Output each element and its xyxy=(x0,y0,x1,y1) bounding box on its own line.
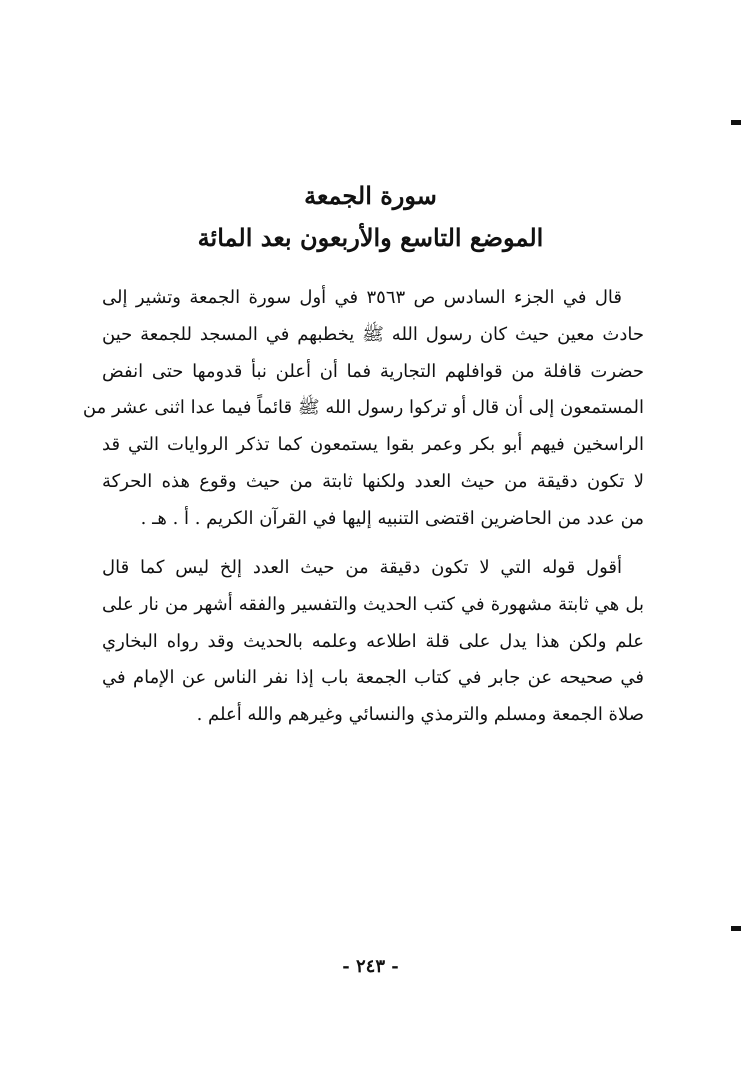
paragraph-line: المستمعون إلى أن قال أو تركوا رسول الله ﷺ قائماً فيما عدا اثنى عشر من xyxy=(82,397,644,419)
scan-edge-mark xyxy=(731,926,741,931)
surah-title: سورة الجمعة xyxy=(304,181,437,210)
paragraph-line: لا تكون دقيقة من حيث العدد ولكنها ثابتة من حيث وقوع هذه الحركة xyxy=(102,470,644,492)
paragraph-line: من عدد من الحاضرين اقتضى التنبيه إليها في القرآن الكريم . أ . هـ . xyxy=(140,507,644,529)
scan-edge-mark xyxy=(731,120,741,125)
paragraph-line: قال في الجزء السادس ص ٣٥٦٣ في أول سورة الجمعة وتشير إلى xyxy=(102,287,622,308)
paragraph-line: صلاة الجمعة ومسلم والترمذي والنسائي وغيرهم والله أعلم . xyxy=(196,704,644,726)
section-title: الموضع التاسع والأربعون بعد المائة xyxy=(197,223,544,252)
paragraph-1 xyxy=(82,280,644,538)
page-number: - ٢٤٣ - xyxy=(342,956,399,977)
paragraph-line: الراسخين فيهم أبو بكر وعمر بقوا يستمعون كما تذكر الروايات التي قد xyxy=(102,434,644,456)
paragraph-line: حضرت قافلة من قوافلهم التجارية فما أن أعلن نبأ قدومها حتى انفض xyxy=(102,360,644,382)
paragraph-line: بل هي ثابتة مشهورة في كتب الحديث والتفسير والفقه أشهر من نار على xyxy=(102,593,644,615)
paragraph-line: أقول قوله التي لا تكون دقيقة من حيث العدد إلخ ليس كما قال xyxy=(102,557,622,578)
paragraph-2 xyxy=(102,550,644,734)
paragraph-line: حادث معين حيث كان رسول الله ﷺ يخطبهم في المسجد للجمعة حين xyxy=(102,323,644,345)
paragraph-line: علم ولكن هذا يدل على قلة اطلاعه وعلمه بالحديث وقد رواه البخاري xyxy=(102,630,644,652)
paragraph-line: في صحيحه عن جابر في كتاب الجمعة باب إذا نفر الناس عن الإمام في xyxy=(102,667,644,689)
